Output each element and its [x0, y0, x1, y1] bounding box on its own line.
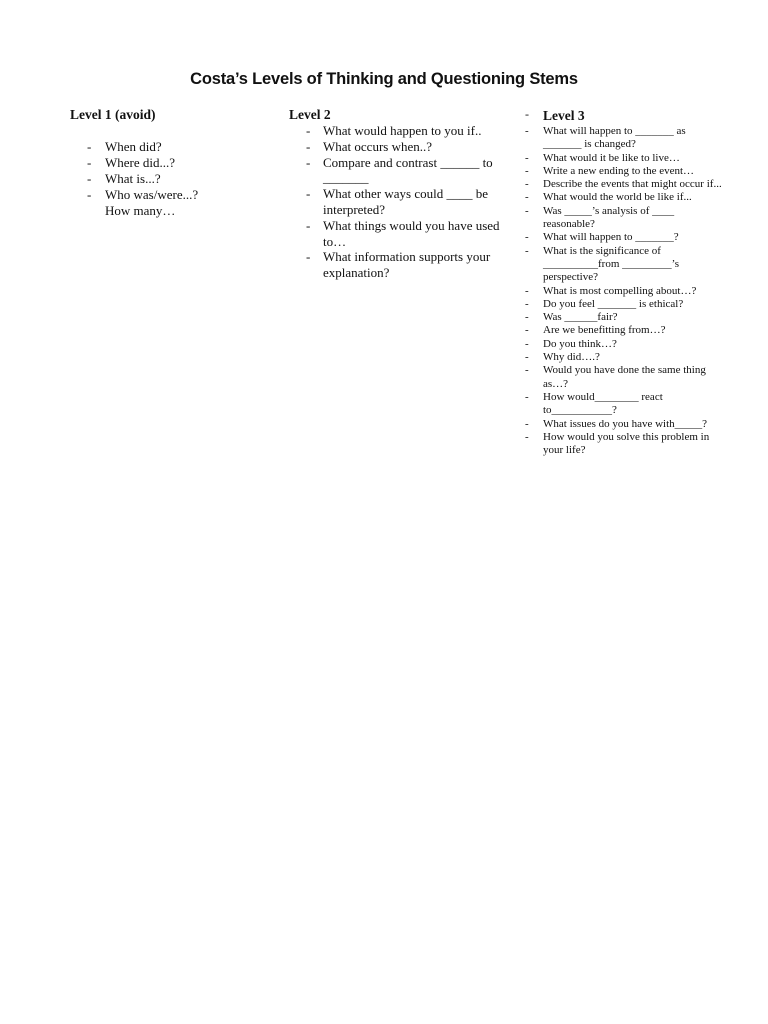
level-1-column	[70, 107, 270, 219]
list-item: - What issues do you have with_____?	[543, 418, 725, 431]
level-1-heading: Level 1 (avoid)	[70, 107, 156, 122]
level-3-heading: Level 3	[543, 108, 585, 123]
level-2-heading: Level 2	[289, 107, 331, 122]
list-item: - What would it be like to live…	[543, 152, 725, 165]
list-item: - What will happen to _______?	[543, 231, 725, 244]
list-item: - When did?	[105, 139, 270, 155]
level-2-stem-list	[289, 123, 504, 281]
list-item: - Why did….?	[543, 351, 725, 364]
list-item: - How would________ react to___________?	[543, 391, 725, 418]
level-1-continuation: How many…	[105, 203, 176, 218]
list-item: - Was ______fair?	[543, 311, 725, 324]
list-item: - Are we benefitting from…?	[543, 324, 725, 337]
level-3-column	[525, 107, 725, 457]
document-title: Costa’s Levels of Thinking and Questioning Stems	[190, 70, 578, 88]
list-item: - What would the world be like if...	[543, 191, 725, 204]
list-item: - Describe the events that might occur if...	[543, 178, 725, 191]
list-item: - What occurs when..?	[323, 139, 504, 155]
list-item: - Would you have done the same thing as…?	[543, 364, 725, 391]
list-item: - Was _____’s analysis of ____ reasonable?	[543, 205, 725, 232]
list-item: - Who was/were...?	[105, 187, 270, 203]
level-3-stem-list	[525, 125, 725, 457]
list-item: - Do you think…?	[543, 338, 725, 351]
list-item: - Where did...?	[105, 155, 270, 171]
list-item: - What other ways could ____ be interpreted?	[323, 186, 504, 218]
list-item: - Do you feel _______ is ethical?	[543, 298, 725, 311]
list-item: - What is...?	[105, 171, 270, 187]
level-2-column	[289, 107, 504, 281]
level-1-stem-list	[70, 139, 270, 203]
list-item: - What would happen to you if..	[323, 123, 504, 139]
list-item: - What will happen to _______ as _______ is changed?	[543, 125, 725, 152]
list-item: - How would you solve this problem in your life?	[543, 431, 725, 458]
list-item: - What is the significance of __________from _________’s perspective?	[543, 245, 725, 285]
list-item: - Compare and contrast ______ to _______	[323, 155, 504, 187]
list-item: - What information supports your explanation?	[323, 249, 504, 281]
list-item: - What is most compelling about…?	[543, 285, 725, 298]
list-item: - Write a new ending to the event…	[543, 165, 725, 178]
list-item: - What things would you have used to…	[323, 218, 504, 250]
